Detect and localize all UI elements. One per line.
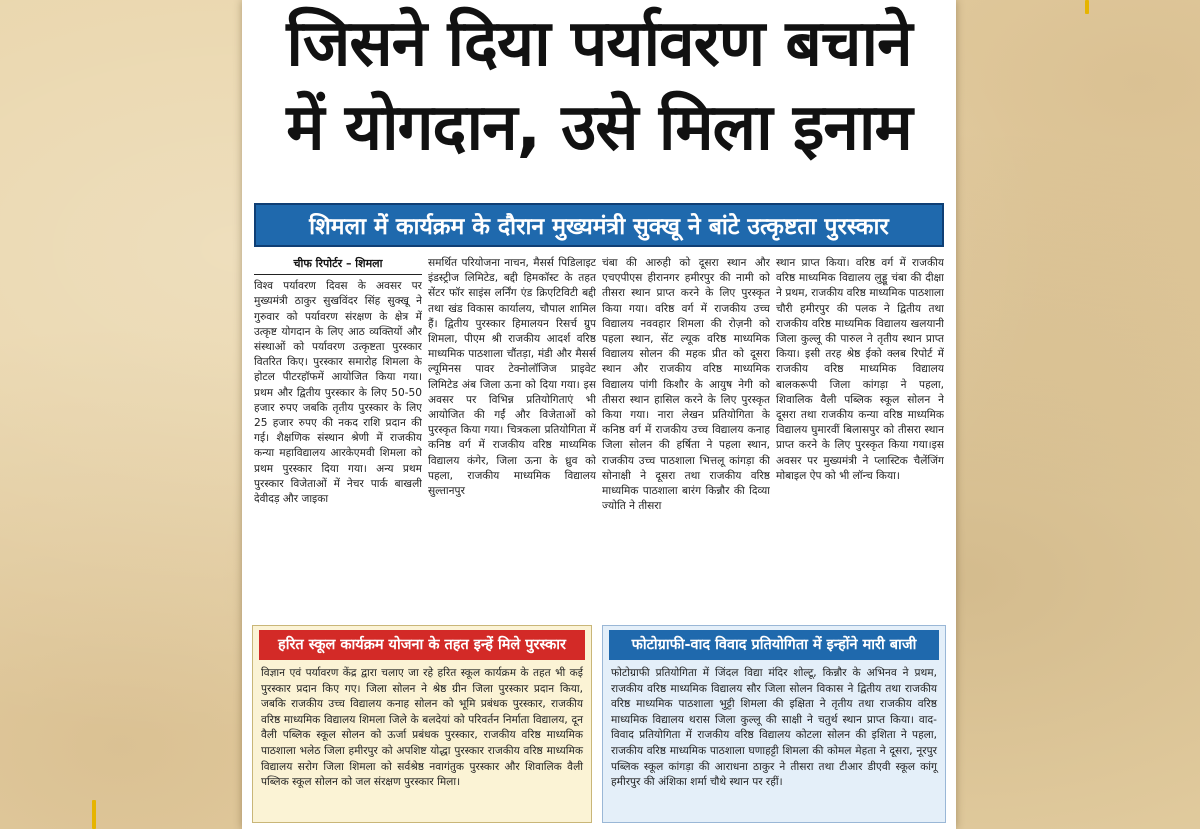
yellow-accent-mark — [1085, 0, 1089, 14]
green-school-box — [252, 625, 592, 823]
article-column-4 — [776, 256, 944, 618]
byline: चीफ रिपोर्टर – शिमला — [254, 256, 422, 275]
article-column-3 — [602, 256, 770, 618]
column-text: विश्व पर्यावरण दिवस के अवसर पर मुख्यमंत्री ठाकुर सुखविंदर सिंह सुक्खू ने गुरुवार को पर्यावरण संरक्षण के क्षेत्र में उत्कृष्ट योगदान के लिए आठ व्यक्तियों और संस्थाओं को पर्यावरण उत्कृष्टता पुरस्कार वितरित किए। पुरस्कार समारोह शिमला के होटल पीटरहॉफमें आयोजित किया गया। प्रथम और द्वितीय पुरस्कार के लिए 50-50 हजार रुपए जबकि तृतीय पुरस्कार के लिए 25 हजार रुपए की नकद राशि प्रदान की गई। शैक्षणिक संस्थान श्रेणी में राजकीय कन्या महाविद्यालय आरकेएमवी शिमला को प्रथम पुरस्कार दिया गया। अन्य प्रथम पुरस्कार विजेताओं में नेचर पार्क बाखली देवीदड़ और जाइका — [254, 280, 422, 506]
competition-box-title: फोटोग्राफी-वाद विवाद प्रतियोगिता में इन्होंने मारी बाजी — [609, 630, 939, 660]
article-column-1 — [254, 256, 422, 618]
column-text: स्थान प्राप्त किया। वरिष्ठ वर्ग में राजकीय वरिष्ठ माध्यमिक विद्यालय लुड्डू चंबा की दीक्षा ने प्रथम, राजकीय वरिष्ठ माध्यमिक पाठशाला चौरी हमीरपुर की पलक ने द्वितीय तथा राजकीय वरिष्ठ माध्यमिक विद्यालय खलयानी जिला कुल्लू की पारुल ने तृतीय स्थान प्राप्त किया। इसी तरह श्रेष्ठ ईको क्लब रिपोर्ट में राजकीय वरिष्ठ माध्यमिक विद्यालय बालकरूपी जिला कांगड़ा ने पहला, शिवालिक वैली पब्लिक स्कूल सोलन ने दूसरा तथा राजकीय कन्या वरिष्ठ माध्यमिक विद्यालय घुमारवीं बिलासपुर को तीसरा स्थान प्राप्त करने के लिए पुरस्कृत किया गया।इस अवसर पर मुख्यमंत्री ने प्लास्टिक चैलेंजिंग मोबाइल ऐप को भी लॉन्च किया। — [776, 257, 944, 482]
green-school-box-title: हरित स्कूल कार्यक्रम योजना के तहत इन्हें मिले पुरस्कार — [259, 630, 585, 660]
yellow-accent-mark — [92, 800, 96, 829]
green-school-box-text: विज्ञान एवं पर्यावरण केंद्र द्वारा चलाए जा रहे हरित स्कूल कार्यक्रम के तहत भी कई पुरस्कार प्रदान किए गए। जिला सोलन ने श्रेष्ठ ग्रीन जिला पुरस्कार प्रदान किया, जबकि राजकीय उच्च विद्यालय कनाह सोलन को भूमि प्रबंधक पुरस्कार, राजकीय वरिष्ठ माध्यमिक विद्यालय शिमला जिले के बलदेयां को परिवर्तन निर्माता विद्यालय, दून वैली पब्लिक स्कूल सोलन को ऊर्जा प्रबंधक पुरस्कार, राजकीय वरिष्ठ माध्यमिक पाठशाला भलेठ जिला हमीरपुर को अपशिष्ट योद्धा पुरस्कार राजकीय वरिष्ठ माध्यमिक विद्यालय सरोग जिला शिमला को सर्वश्रेष्ठ नवागंतुक पुरस्कार और शिवालिक वैली पब्लिक स्कूल सोलन को जल संरक्षण पुरस्कार मिला। — [261, 667, 583, 789]
headline — [252, 2, 946, 170]
competition-box-text: फोटोग्राफी प्रतियोगिता में जिंदल विद्या मंदिर शोल्टू, किन्नौर के अभिनव ने प्रथम, राजकीय वरिष्ठ माध्यमिक विद्यालय सौर जिला सोलन विकास ने द्वितीय तथा राजकीय वरिष्ठ माध्यमिक पाठशाला भुट्टी शिमला की इक्षिता ने तृतीय तथा राजकीय वरिष्ठ माध्यमिक विद्यालय थरास जिला कुल्लू की साक्षी ने चतुर्थ स्थान प्राप्त किया। वाद-विवाद प्रतियोगिता में राजकीय वरिष्ठ विद्यालय कोटला सोलन की इशिता ने पहला, राजकीय वरिष्ठ माध्यमिक पाठशाला घणाहट्टी शिमला की कोमल मेहता ने दूसरा, नूरपुर पब्लिक स्कूल कांगड़ा की आराधना ठाकुर ने तीसरा तथा टीआर डीएवी स्कूल कांगू हमीरपुर की अंशिका शर्मा चौथे स्थान पर रहीं। — [611, 667, 937, 789]
competition-box — [602, 625, 946, 823]
headline-line-2: में योगदान, उसे मिला इनाम — [286, 91, 912, 165]
column-text: चंबा की आरुही को दूसरा स्थान और एचएपीएस हीरानगर हमीरपुर की नामी को तीसरा स्थान प्राप्त करने के लिए पुरस्कृत किया गया। वरिष्ठ वर्ग में राजकीय उच्च विद्यालय नववहार शिमला की रोज़नी को पहला स्थान, सेंट ल्यूक वरिष्ठ माध्यमिक विद्यालय सोलन की महक प्रीत को दूसरा स्थान और राजकीय वरिष्ठ माध्यमिक विद्यालय पांगी किशौर के आयुष नेगी को तीसरा स्थान हासिल करने के लिए पुरस्कृत किया गया। नारा लेखन प्रतियोगिता के कनिष्ठ वर्ग में राजकीय उच्च विद्यालय कनाह जिला सोलन की हर्षिता ने पहला स्थान, राजकीय उच्च पाठशाला भित्तलू कांगड़ा की सोनाक्षी ने दूसरा तथा राजकीय वरिष्ठ माध्यमिक पाठशाला बारंग किन्नौर की दिव्या ज्योति ने तीसरा — [602, 257, 770, 513]
headline-line-1: जिसने दिया पर्यावरण बचाने — [286, 7, 912, 81]
subheadline-banner: शिमला में कार्यक्रम के दौरान मुख्यमंत्री सुक्खू ने बांटे उत्कृष्टता पुरस्कार — [254, 203, 944, 247]
article-column-2 — [428, 256, 596, 618]
column-text: समर्थित परियोजना नाचन, मैसर्स पिडिलाइट इंडस्ट्रीज लिमिटेड, बद्दी हिमकॉस्ट के तहत सेंटर फॉर साइंस लर्निंग एंड क्रिएटिविटी बद्दी तथा खंड विकास कार्यालय, चौपाल शामिल हैं। द्वितीय पुरस्कार हिमालयन रिसर्च ग्रुप शिमला, पीएम श्री राजकीय आदर्श वरिष्ठ माध्यमिक पाठशाला चौंतड़ा, मंडी और मैसर्स ल्यूमिनस पावर टेक्नोलॉजिज प्राइवेट लिमिटेड अंब जिला ऊना को दिया गया। इस अवसर पर विभिन्न प्रतियोगिताएं भी आयोजित की गईं और विजेताओं को पुरस्कृत किया गया। चित्रकला प्रतियोगिता में कनिष्ठ वर्ग में राजकीय वरिष्ठ माध्यमिक विद्यालय कंगेर, जिला ऊना के ध्रुव को पहला, राजकीय माध्यमिक विद्यालय सुल्तानपुर — [428, 257, 596, 498]
newspaper-clipping — [242, 0, 956, 829]
